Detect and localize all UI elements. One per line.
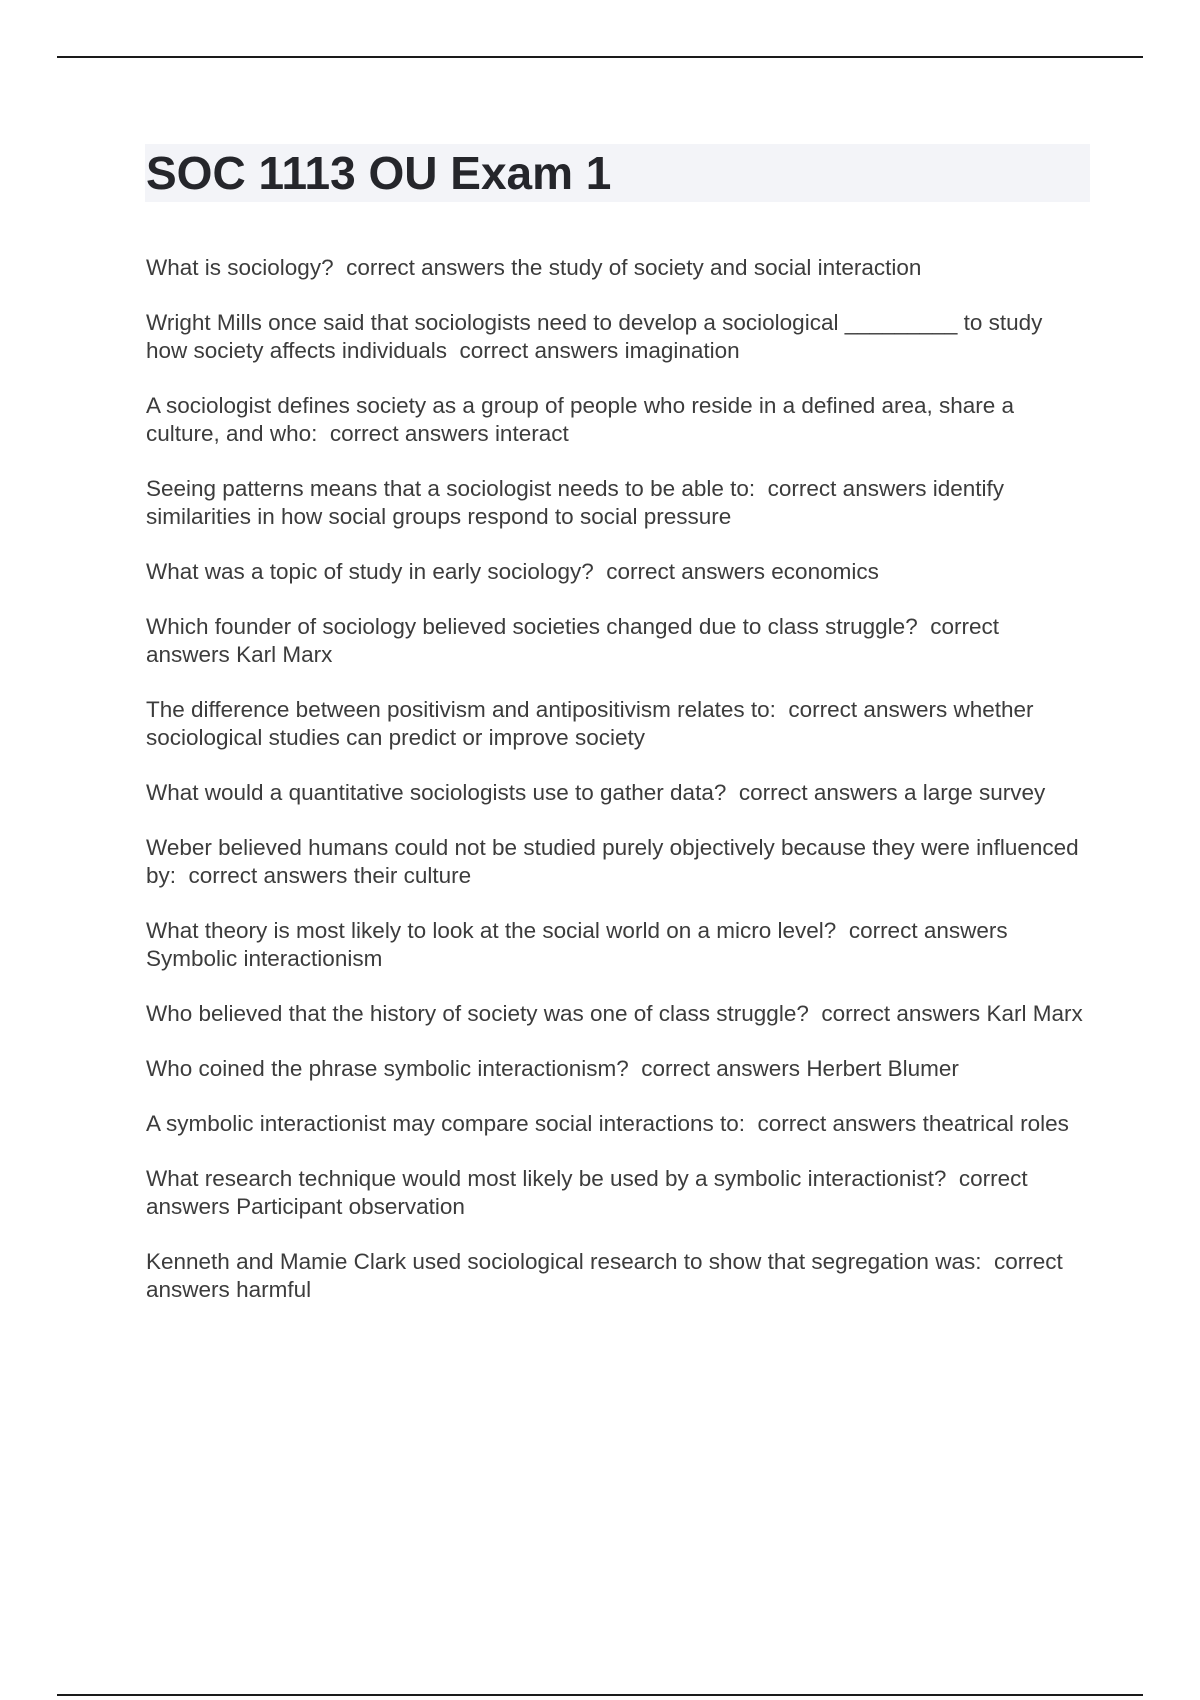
answer-prefix: correct answers bbox=[757, 1111, 917, 1136]
answer-prefix: correct answers bbox=[767, 476, 927, 501]
qa-item bbox=[146, 558, 1086, 586]
answer-text: theatrical roles bbox=[922, 1111, 1069, 1136]
answer-prefix: correct answers bbox=[329, 421, 489, 446]
bottom-rule bbox=[57, 1694, 1143, 1696]
answer-prefix: correct answers bbox=[188, 863, 348, 888]
qa-item bbox=[146, 254, 1086, 282]
answer-text: the study of society and social interaction bbox=[511, 255, 922, 280]
qa-item bbox=[146, 834, 1086, 890]
qa-item bbox=[146, 1165, 1086, 1221]
qa-item bbox=[146, 392, 1086, 448]
qa-item bbox=[146, 1055, 1086, 1083]
answer-prefix: correct answers bbox=[788, 697, 948, 722]
page-title: SOC 1113 OU Exam 1 bbox=[146, 147, 612, 199]
answer-text: whether sociological studies can predict or improve society bbox=[146, 697, 1034, 750]
question-text: What theory is most likely to look at the social world on a micro level? bbox=[146, 918, 837, 943]
qa-item bbox=[146, 475, 1086, 531]
qa-item bbox=[146, 1000, 1086, 1028]
question-text: What is sociology? bbox=[146, 255, 334, 280]
answer-prefix: correct answers bbox=[146, 614, 999, 667]
answer-prefix: correct answers bbox=[606, 559, 766, 584]
question-text: Seeing patterns means that a sociologist needs to be able to: bbox=[146, 476, 756, 501]
question-text: Who believed that the history of society was one of class struggle? bbox=[146, 1001, 809, 1026]
answer-text: Karl Marx bbox=[986, 1001, 1083, 1026]
answer-text: Participant observation bbox=[236, 1194, 465, 1219]
answer-prefix: correct answers bbox=[821, 1001, 981, 1026]
question-text: Who coined the phrase symbolic interactionism? bbox=[146, 1056, 629, 1081]
question-text: What research technique would most likely be used by a symbolic interactionist? bbox=[146, 1166, 947, 1191]
top-rule bbox=[57, 56, 1143, 58]
answer-prefix: correct answers bbox=[459, 338, 619, 363]
answer-prefix: correct answers bbox=[641, 1056, 801, 1081]
answer-text: their culture bbox=[353, 863, 472, 888]
question-text: What was a topic of study in early sociology? bbox=[146, 559, 594, 584]
question-text: Weber believed humans could not be studied purely objectively because they were influenced by: bbox=[146, 835, 1079, 888]
answer-text: economics bbox=[771, 559, 879, 584]
answer-prefix: correct answers bbox=[848, 918, 1008, 943]
answer-text: interact bbox=[494, 421, 569, 446]
qa-item bbox=[146, 613, 1086, 669]
qa-list bbox=[146, 254, 1086, 1331]
question-text: A sociologist defines society as a group of people who reside in a defined area, share a culture, and who: bbox=[146, 393, 1015, 446]
qa-item bbox=[146, 309, 1086, 365]
answer-text: Karl Marx bbox=[236, 642, 333, 667]
answer-text: Symbolic interactionism bbox=[146, 946, 383, 971]
qa-item bbox=[146, 779, 1086, 807]
question-text: Which founder of sociology believed societies changed due to class struggle? bbox=[146, 614, 918, 639]
qa-item bbox=[146, 1248, 1086, 1304]
question-text: Kenneth and Mamie Clark used sociological research to show that segregation was: bbox=[146, 1249, 982, 1274]
answer-text: Herbert Blumer bbox=[806, 1056, 959, 1081]
answer-text: imagination bbox=[624, 338, 740, 363]
answer-text: harmful bbox=[236, 1277, 312, 1302]
answer-prefix: correct answers bbox=[146, 1249, 1063, 1302]
answer-prefix: correct answers bbox=[346, 255, 505, 280]
answer-prefix: correct answers bbox=[146, 1166, 1028, 1219]
question-text: A symbolic interactionist may compare social interactions to: bbox=[146, 1111, 745, 1136]
answer-prefix: correct answers bbox=[738, 780, 898, 805]
question-text: The difference between positivism and antipositivism relates to: bbox=[146, 697, 776, 722]
qa-item bbox=[146, 917, 1086, 973]
question-text: What would a quantitative sociologists use to gather data? bbox=[146, 780, 727, 805]
answer-text: identify similarities in how social groups respond to social pressure bbox=[146, 476, 1005, 529]
answer-text: a large survey bbox=[903, 780, 1046, 805]
question-text: Wright Mills once said that sociologists need to develop a sociological _________ to study how society affects individuals bbox=[146, 310, 1043, 363]
qa-item bbox=[146, 1110, 1086, 1138]
qa-item bbox=[146, 696, 1086, 752]
